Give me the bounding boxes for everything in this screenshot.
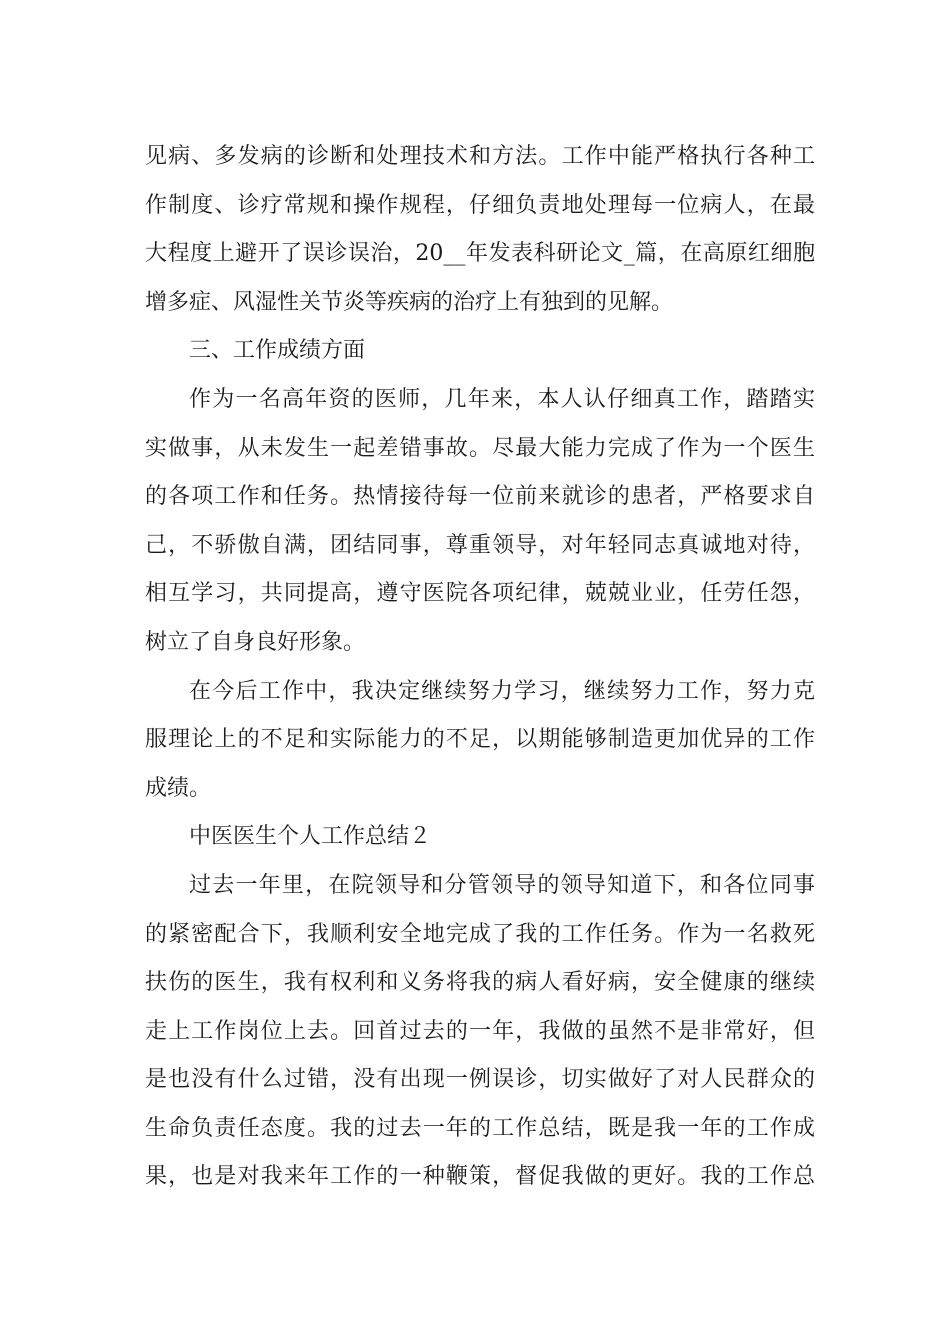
- text-line: 扶伤的医生，我有权利和义务将我的病人看好病，安全健康的继续: [145, 970, 815, 996]
- text-line: 生命负责任态度。我的过去一年的工作总结，既是我一年的工作成: [145, 1115, 815, 1141]
- text-line: 作制度、诊疗常规和操作规程，仔细负责地处理每一位病人，在最: [145, 192, 815, 218]
- text-line: 见病、多发病的诊断和处理技术和方法。工作中能严格执行各种工: [145, 144, 815, 169]
- text-line: 大程度上避开了误诊误治，20__年发表科研论文_篇，在高原红细胞: [145, 241, 815, 267]
- text-line: 树立了自身良好形象。: [145, 629, 366, 655]
- text-line: 增多症、风湿性关节炎等疾病的治疗上有独到的见解。: [145, 289, 674, 315]
- document-body: [145, 133, 815, 1202]
- text-line: 在今后工作中，我决定继续努力学习，继续努力工作，努力克: [189, 678, 815, 704]
- text-line: 实做事，从未发生一起差错事故。尽最大能力完成了作为一个医生: [145, 435, 815, 461]
- text-line: 的紧密配合下，我顺利安全地完成了我的工作任务。作为一名救死: [145, 921, 815, 947]
- text-line: 的各项工作和任务。热情接待每一位前来就诊的患者，严格要求自: [145, 484, 815, 510]
- text-line: 走上工作岗位上去。回首过去的一年，我做的虽然不是非常好，但: [145, 1018, 815, 1044]
- section-heading: 中医医生个人工作总结２: [189, 824, 432, 850]
- text-line: 过去一年里，在院领导和分管领导的领导知道下，和各位同事: [189, 872, 815, 898]
- text-line: 己，不骄傲自满，团结同事，尊重领导，对年轻同志真诚地对待，: [145, 532, 815, 558]
- text-line: 作为一名高年资的医师，几年来，本人认仔细真工作，踏踏实: [189, 386, 815, 412]
- text-line: 相互学习，共同提高，遵守医院各项纪律，兢兢业业，任劳任怨，: [145, 581, 815, 607]
- text-line: 果，也是对我来年工作的一种鞭策，督促我做的更好。我的工作总: [145, 1164, 815, 1190]
- text-line: 是也没有什么过错，没有出现一例误诊，切实做好了对人民群众的: [145, 1067, 815, 1093]
- text-line: 服理论上的不足和实际能力的不足，以期能够制造更加优异的工作: [145, 727, 815, 753]
- text-line: 成绩。: [145, 775, 212, 801]
- section-heading: 三、工作成绩方面: [189, 338, 366, 364]
